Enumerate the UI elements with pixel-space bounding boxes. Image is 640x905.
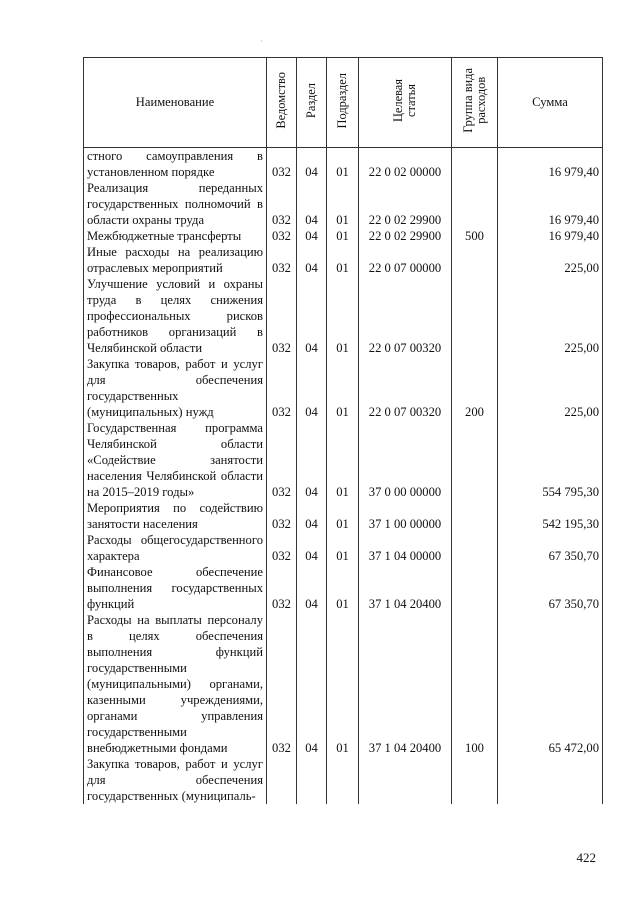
row-name: Иные расходы на реализацию отраслевых мероприятий bbox=[84, 244, 267, 276]
row-name: Закупка товаров, работ и услуг для обеспечения государственных (муниципальных) нужд bbox=[84, 356, 267, 420]
row-celevaya: 22 0 07 00320 bbox=[359, 276, 452, 356]
row-podrazdel: 01 bbox=[327, 532, 359, 564]
row-name: Расходы общегосударственного характера bbox=[84, 532, 267, 564]
row-razdel: 04 bbox=[297, 500, 327, 532]
row-podrazdel: 01 bbox=[327, 500, 359, 532]
row-name: стного самоуправления в установленном порядке bbox=[84, 148, 267, 181]
row-ved: 032 bbox=[267, 500, 297, 532]
row-gruppa bbox=[452, 180, 498, 228]
table-row bbox=[84, 356, 603, 420]
row-podrazdel: 01 bbox=[327, 148, 359, 181]
row-podrazdel: 01 bbox=[327, 612, 359, 756]
row-podrazdel: 01 bbox=[327, 244, 359, 276]
row-razdel: 04 bbox=[297, 564, 327, 612]
row-celevaya: 22 0 02 29900 bbox=[359, 180, 452, 228]
row-celevaya: 22 0 07 00000 bbox=[359, 244, 452, 276]
row-ved: 032 bbox=[267, 612, 297, 756]
row-celevaya: 37 1 04 00000 bbox=[359, 532, 452, 564]
header-summa: Сумма bbox=[498, 58, 603, 148]
header-gruppa: Группа вида расходов bbox=[452, 58, 498, 148]
row-ved: 032 bbox=[267, 356, 297, 420]
row-gruppa bbox=[452, 756, 498, 804]
table-row bbox=[84, 180, 603, 228]
row-ved: 032 bbox=[267, 276, 297, 356]
row-razdel: 04 bbox=[297, 148, 327, 181]
row-podrazdel: 01 bbox=[327, 420, 359, 500]
row-summa: 67 350,70 bbox=[498, 564, 603, 612]
row-name: Мероприятия по содействию занятости населения bbox=[84, 500, 267, 532]
row-ved: 032 bbox=[267, 244, 297, 276]
row-name: Улучшение условий и охраны труда в целях снижения профессиональных рисков работников организаций в Челябинской области bbox=[84, 276, 267, 356]
row-name: Реализация переданных государственных полномочий в области охраны труда bbox=[84, 180, 267, 228]
row-summa: 65 472,00 bbox=[498, 612, 603, 756]
scan-mark: · bbox=[260, 36, 263, 46]
row-name: Межбюджетные трансферты bbox=[84, 228, 267, 244]
row-razdel: 04 bbox=[297, 228, 327, 244]
row-podrazdel: 01 bbox=[327, 180, 359, 228]
row-gruppa bbox=[452, 244, 498, 276]
row-celevaya: 22 0 07 00320 bbox=[359, 356, 452, 420]
row-summa: 225,00 bbox=[498, 276, 603, 356]
row-name: Закупка товаров, работ и услуг для обеспечения государственных (муниципаль- bbox=[84, 756, 267, 804]
table-row bbox=[84, 612, 603, 756]
row-podrazdel: 01 bbox=[327, 228, 359, 244]
row-ved: 032 bbox=[267, 532, 297, 564]
table-row bbox=[84, 148, 603, 181]
row-gruppa bbox=[452, 148, 498, 181]
row-razdel bbox=[297, 756, 327, 804]
table-row bbox=[84, 228, 603, 244]
row-celevaya: 37 1 04 20400 bbox=[359, 612, 452, 756]
page-number: 422 bbox=[576, 850, 596, 865]
table-row bbox=[84, 420, 603, 500]
header-celevaya: Целевая статья bbox=[359, 58, 452, 148]
row-ved bbox=[267, 756, 297, 804]
row-podrazdel: 01 bbox=[327, 276, 359, 356]
row-podrazdel: 01 bbox=[327, 564, 359, 612]
row-summa: 16 979,40 bbox=[498, 148, 603, 181]
row-ved: 032 bbox=[267, 180, 297, 228]
row-name: Государственная программа Челябинской области «Содействие занятости населения Челябинской области на 2015–2019 годы» bbox=[84, 420, 267, 500]
row-summa: 225,00 bbox=[498, 244, 603, 276]
row-summa: 542 195,30 bbox=[498, 500, 603, 532]
row-celevaya: 37 1 00 00000 bbox=[359, 500, 452, 532]
row-gruppa: 500 bbox=[452, 228, 498, 244]
row-razdel: 04 bbox=[297, 420, 327, 500]
row-podrazdel: 01 bbox=[327, 356, 359, 420]
row-razdel: 04 bbox=[297, 356, 327, 420]
row-gruppa bbox=[452, 276, 498, 356]
row-gruppa bbox=[452, 564, 498, 612]
table-row bbox=[84, 276, 603, 356]
row-razdel: 04 bbox=[297, 180, 327, 228]
row-gruppa bbox=[452, 500, 498, 532]
row-gruppa bbox=[452, 532, 498, 564]
header-razdel: Раздел bbox=[297, 58, 327, 148]
table-row bbox=[84, 244, 603, 276]
row-razdel: 04 bbox=[297, 612, 327, 756]
row-razdel: 04 bbox=[297, 276, 327, 356]
row-summa: 554 795,30 bbox=[498, 420, 603, 500]
row-gruppa bbox=[452, 420, 498, 500]
row-celevaya: 37 1 04 20400 bbox=[359, 564, 452, 612]
header-podrazdel: Подраздел bbox=[327, 58, 359, 148]
row-ved: 032 bbox=[267, 420, 297, 500]
row-razdel: 04 bbox=[297, 244, 327, 276]
row-podrazdel bbox=[327, 756, 359, 804]
table-row bbox=[84, 532, 603, 564]
header-name: Наименование bbox=[84, 58, 267, 148]
row-summa: 225,00 bbox=[498, 356, 603, 420]
row-gruppa: 200 bbox=[452, 356, 498, 420]
row-summa: 16 979,40 bbox=[498, 180, 603, 228]
row-ved: 032 bbox=[267, 148, 297, 181]
table-header bbox=[84, 58, 603, 148]
row-name: Финансовое обеспечение выполнения государственных функций bbox=[84, 564, 267, 612]
table-row bbox=[84, 564, 603, 612]
row-name: Расходы на выплаты персоналу в целях обеспечения выполнения функций государственными (муниципальными) органами, казенными учреждениями, органами управления государственными внебюджетными фондами bbox=[84, 612, 267, 756]
row-celevaya: 22 0 02 00000 bbox=[359, 148, 452, 181]
table-row bbox=[84, 756, 603, 804]
row-summa: 67 350,70 bbox=[498, 532, 603, 564]
row-ved: 032 bbox=[267, 228, 297, 244]
row-celevaya bbox=[359, 756, 452, 804]
budget-table bbox=[83, 57, 603, 804]
row-gruppa: 100 bbox=[452, 612, 498, 756]
row-summa bbox=[498, 756, 603, 804]
row-celevaya: 22 0 02 29900 bbox=[359, 228, 452, 244]
row-razdel: 04 bbox=[297, 532, 327, 564]
row-summa: 16 979,40 bbox=[498, 228, 603, 244]
header-vedomstvo: Ведомство bbox=[267, 58, 297, 148]
table-row bbox=[84, 500, 603, 532]
row-ved: 032 bbox=[267, 564, 297, 612]
row-celevaya: 37 0 00 00000 bbox=[359, 420, 452, 500]
